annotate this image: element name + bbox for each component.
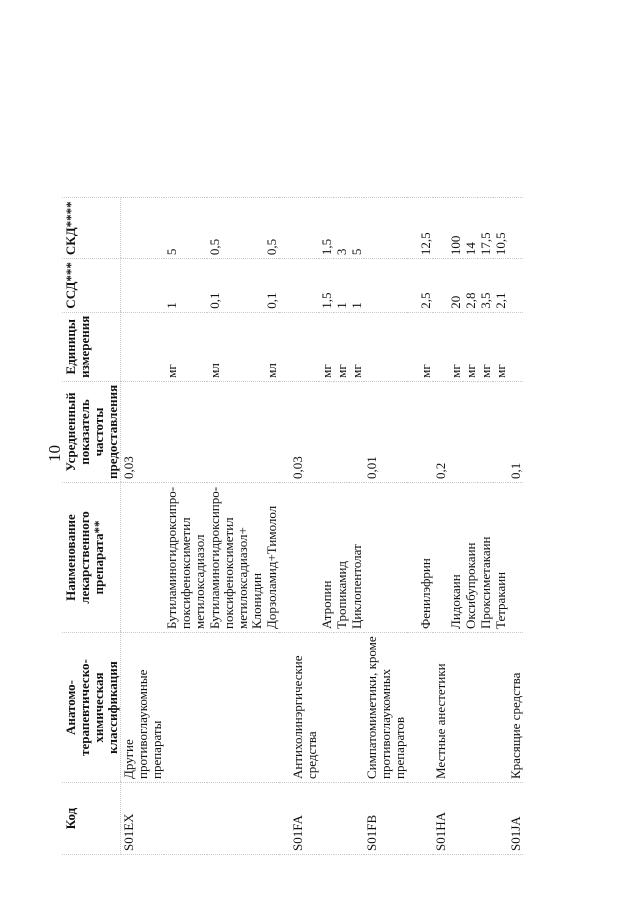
table-row (478, 198, 493, 855)
cell-drug-name: Атропин (319, 483, 334, 633)
cell-ssd: 1 (349, 259, 364, 313)
cell-ssd (364, 259, 407, 313)
table-row (207, 198, 264, 855)
cell-classification (478, 633, 493, 783)
cell-drug-name: Фенилэфрин (407, 483, 433, 633)
cell-drug-name: Тетракаин (493, 483, 508, 633)
cell-drug-name: Бутиламиногидроксипро-поксифеноксиметил метилоксадиазол+ Клонидин (207, 483, 264, 633)
cell-avg-frequency (334, 381, 349, 482)
header-classification: Анатомо-терапевтическо-химическая классификация (62, 633, 121, 783)
cell-ssd: 2,8 (463, 259, 478, 313)
cell-skd (279, 198, 319, 259)
cell-classification: Антихолинэргические средства (279, 633, 319, 783)
cell-drug-name (433, 483, 448, 633)
table-row (279, 198, 319, 855)
cell-classification (463, 633, 478, 783)
cell-classification: Симпатомиметики, кроме противоглаукомных препаратов (364, 633, 407, 783)
cell-avg-frequency (448, 381, 463, 482)
cell-code (478, 783, 493, 855)
cell-avg-frequency (349, 381, 364, 482)
cell-code (448, 783, 463, 855)
cell-unit (279, 312, 319, 381)
cell-classification (319, 633, 334, 783)
cell-classification (334, 633, 349, 783)
cell-skd: 17,5 (478, 198, 493, 259)
cell-drug-name: Дорзоламид+Тимолол (264, 483, 279, 633)
cell-unit (121, 312, 165, 381)
cell-avg-frequency (407, 381, 433, 482)
cell-drug-name: Тропикамид (334, 483, 349, 633)
cell-drug-name: Циклопентолат (349, 483, 364, 633)
cell-drug-name (279, 483, 319, 633)
cell-classification: Другие противоглаукомные препараты (121, 633, 165, 783)
cell-avg-frequency (478, 381, 493, 482)
cell-avg-frequency: 0,03 (279, 381, 319, 482)
cell-drug-name (364, 483, 407, 633)
cell-skd (433, 198, 448, 259)
cell-unit: мл (264, 312, 279, 381)
cell-code: S01EX (121, 783, 165, 855)
cell-skd: 0,5 (264, 198, 279, 259)
cell-avg-frequency: 0,03 (121, 381, 165, 482)
cell-drug-name: Лидокаин (448, 483, 463, 633)
cell-classification (448, 633, 463, 783)
table-row (433, 198, 448, 855)
cell-code: S01FA (279, 783, 319, 855)
cell-skd: 3 (334, 198, 349, 259)
cell-avg-frequency (264, 381, 279, 482)
table-row (349, 198, 364, 855)
cell-skd: 100 (448, 198, 463, 259)
cell-unit: мг (448, 312, 463, 381)
cell-unit: мг (493, 312, 508, 381)
cell-skd (364, 198, 407, 259)
table-row (463, 198, 478, 855)
cell-code (207, 783, 264, 855)
drug-table (62, 197, 523, 855)
cell-drug-name: Бутиламиногидроксипро-поксифеноксиметил метилоксадиазол (164, 483, 207, 633)
cell-classification (207, 633, 264, 783)
header-avg-frequency: Усредненный показатель частоты предоставления (62, 381, 121, 482)
cell-avg-frequency (319, 381, 334, 482)
table-row (319, 198, 334, 855)
cell-ssd: 1,5 (319, 259, 334, 313)
cell-unit: мг (319, 312, 334, 381)
cell-unit: мг (349, 312, 364, 381)
cell-ssd: 2,1 (493, 259, 508, 313)
cell-ssd: 0,1 (207, 259, 264, 313)
cell-avg-frequency (493, 381, 508, 482)
cell-unit: мг (164, 312, 207, 381)
cell-ssd: 0,1 (264, 259, 279, 313)
cell-code (264, 783, 279, 855)
table-row (448, 198, 463, 855)
cell-avg-frequency (463, 381, 478, 482)
cell-code (407, 783, 433, 855)
cell-drug-name: Оксибупрокаин (463, 483, 478, 633)
cell-avg-frequency: 0,2 (433, 381, 448, 482)
cell-ssd: 1 (164, 259, 207, 313)
cell-skd: 5 (164, 198, 207, 259)
cell-unit: мг (478, 312, 493, 381)
cell-code (164, 783, 207, 855)
cell-unit: мл (207, 312, 264, 381)
table-row (264, 198, 279, 855)
cell-ssd: 20 (448, 259, 463, 313)
cell-code (493, 783, 508, 855)
header-unit: Единицы измерения (62, 312, 121, 381)
cell-drug-name (508, 483, 523, 633)
header-ssd: ССД*** (62, 259, 121, 313)
cell-avg-frequency (207, 381, 264, 482)
cell-skd (508, 198, 523, 259)
cell-code: S01FB (364, 783, 407, 855)
cell-code (349, 783, 364, 855)
cell-code: S01HA (433, 783, 448, 855)
cell-skd: 0,5 (207, 198, 264, 259)
cell-ssd (121, 259, 165, 313)
cell-classification: Местные анестетики (433, 633, 448, 783)
cell-avg-frequency: 0,1 (508, 381, 523, 482)
cell-unit (433, 312, 448, 381)
table-row (407, 198, 433, 855)
cell-ssd (433, 259, 448, 313)
cell-classification (164, 633, 207, 783)
cell-unit (508, 312, 523, 381)
cell-code (319, 783, 334, 855)
cell-avg-frequency: 0,01 (364, 381, 407, 482)
cell-classification (407, 633, 433, 783)
cell-avg-frequency (164, 381, 207, 482)
table-row (164, 198, 207, 855)
table-row (508, 198, 523, 855)
cell-ssd (279, 259, 319, 313)
table-header-row (62, 198, 121, 855)
page-number: 10 (45, 445, 64, 462)
cell-unit: мг (334, 312, 349, 381)
table-row (121, 198, 165, 855)
cell-skd (121, 198, 165, 259)
table-row (493, 198, 508, 855)
cell-ssd (508, 259, 523, 313)
cell-code: S01JA (508, 783, 523, 855)
cell-code (334, 783, 349, 855)
header-skd: СКД**** (62, 198, 121, 259)
cell-skd: 5 (349, 198, 364, 259)
table-row (334, 198, 349, 855)
cell-drug-name: Проксиметакаин (478, 483, 493, 633)
cell-ssd: 2,5 (407, 259, 433, 313)
cell-skd: 12,5 (407, 198, 433, 259)
cell-drug-name (121, 483, 165, 633)
header-drug-name: Наименование лекарственного препарата** (62, 483, 121, 633)
cell-classification (493, 633, 508, 783)
cell-skd: 14 (463, 198, 478, 259)
cell-skd: 10,5 (493, 198, 508, 259)
table-row (364, 198, 407, 855)
cell-classification (349, 633, 364, 783)
cell-unit: мг (463, 312, 478, 381)
cell-ssd: 1 (334, 259, 349, 313)
cell-unit: мг (407, 312, 433, 381)
cell-unit (364, 312, 407, 381)
cell-skd: 1,5 (319, 198, 334, 259)
table-body (121, 198, 524, 855)
cell-classification (264, 633, 279, 783)
cell-ssd: 3,5 (478, 259, 493, 313)
cell-classification: Красящие средства (508, 633, 523, 783)
header-code: Код (62, 783, 121, 855)
cell-code (463, 783, 478, 855)
